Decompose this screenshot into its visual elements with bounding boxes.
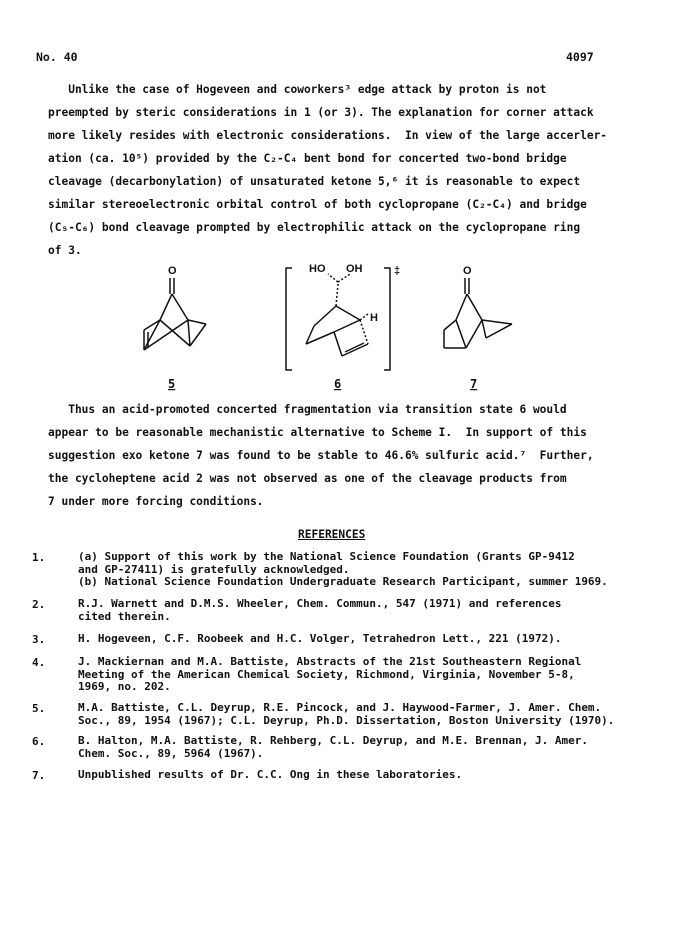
reference-line: Meeting of the American Chemical Society, Richmond, Virginia, November 5-8, (78, 667, 575, 681)
reference-line: (a) Support of this work by the National Science Foundation (Grants GP-9412 (78, 550, 575, 563)
text-line: more likely resides with electronic considerations. In view of the large accerler- (48, 129, 608, 142)
reference-line: H. Hogeveen, C.F. Roobeek and H.C. Volger, Tetrahedron Lett., 221 (1972). (78, 632, 562, 645)
text-line: ation (ca. 10⁵) provided by the C₂-C₄ bent bond for concerted two-bond bridge (48, 152, 567, 165)
page-number: 4097 (566, 50, 594, 64)
reference-line: (b) National Science Foundation Undergraduate Research Participant, summer 1969. (78, 575, 608, 588)
compound-label-7: 7 (470, 377, 478, 391)
reference-line: cited therein. (78, 609, 171, 623)
reference-line: M.A. Battiste, C.L. Deyrup, R.E. Pincock, and J. Haywood-Farmer, J. Amer. Chem. (78, 701, 602, 714)
text-line: (C₅-C₆) bond cleavage prompted by electrophilic attack on the cyclopropane ring (48, 221, 581, 234)
reference-line: and GP-27411) is gratefully acknowledged. (78, 562, 350, 576)
reference-line: J. Mackiernan and M.A. Battiste, Abstracts of the 21st Southeastern Regional (78, 655, 582, 668)
reference-number: 4. (32, 656, 46, 669)
text-line: of 3. (48, 244, 82, 257)
reference-line: Unpublished results of Dr. C.C. Ong in these laboratories. (78, 768, 463, 781)
text-line: the cycloheptene acid 2 was not observed as one of the cleavage products from (48, 472, 567, 485)
reference-number: 1. (32, 551, 46, 564)
reference-line: 1969, no. 202. (78, 680, 171, 693)
text-line: preempted by steric considerations in 1 (or 3). The explanation for corner attack (48, 106, 594, 119)
chemical-structures-figure (0, 258, 680, 408)
reference-number: 3. (32, 633, 46, 646)
structure-5 (144, 278, 206, 350)
reference-line: R.J. Warnett and D.M.S. Wheeler, Chem. Commun., 547 (1971) and references (78, 597, 562, 610)
compound-label-6: 6 (334, 377, 342, 391)
carbonyl-o-label-5: O (168, 265, 177, 277)
h-label: H (370, 312, 378, 324)
charge-dagger: ‡ (394, 265, 401, 277)
text-line: similar stereoelectronic orbital control of both cyclopropane (C₂-C₄) and bridge (48, 198, 587, 211)
paragraph-conclusion (48, 398, 638, 513)
reference-line: Soc., 89, 1954 (1967); C.L. Deyrup, Ph.D. Dissertation, Boston University (1970). (78, 713, 615, 727)
ho-label: HO (309, 263, 326, 275)
text-line: appear to be reasonable mechanistic alternative to Scheme I. In support of this (48, 426, 587, 439)
text-line: Thus an acid-promoted concerted fragmentation via transition state 6 would (48, 403, 567, 416)
reference-number: 2. (32, 598, 46, 611)
reference-number: 7. (32, 769, 46, 782)
compound-label-5: 5 (168, 377, 176, 391)
paragraph-intro (48, 78, 638, 262)
reference-line: B. Halton, M.A. Battiste, R. Rehberg, C.L. Deyrup, and M.E. Brennan, J. Amer. (78, 734, 588, 747)
journal-issue-number: No. 40 (36, 50, 78, 64)
carbonyl-o-label-7: O (463, 265, 472, 277)
oh-label: OH (346, 263, 363, 275)
text-line: Unlike the case of Hogeveen and coworkers³ edge attack by proton is not (48, 83, 547, 96)
text-line: 7 under more forcing conditions. (48, 495, 264, 508)
reference-line: Chem. Soc., 89, 5964 (1967). (78, 746, 264, 760)
reference-number: 6. (32, 735, 46, 748)
references-heading: REFERENCES (298, 528, 366, 541)
text-line: cleavage (decarbonylation) of unsaturated ketone 5,⁶ it is reasonable to expect (48, 175, 581, 188)
reference-number: 5. (32, 702, 46, 715)
text-line: suggestion exo ketone 7 was found to be stable to 46.6% sulfuric acid.⁷ Further, (48, 449, 594, 462)
structure-7 (444, 278, 512, 348)
